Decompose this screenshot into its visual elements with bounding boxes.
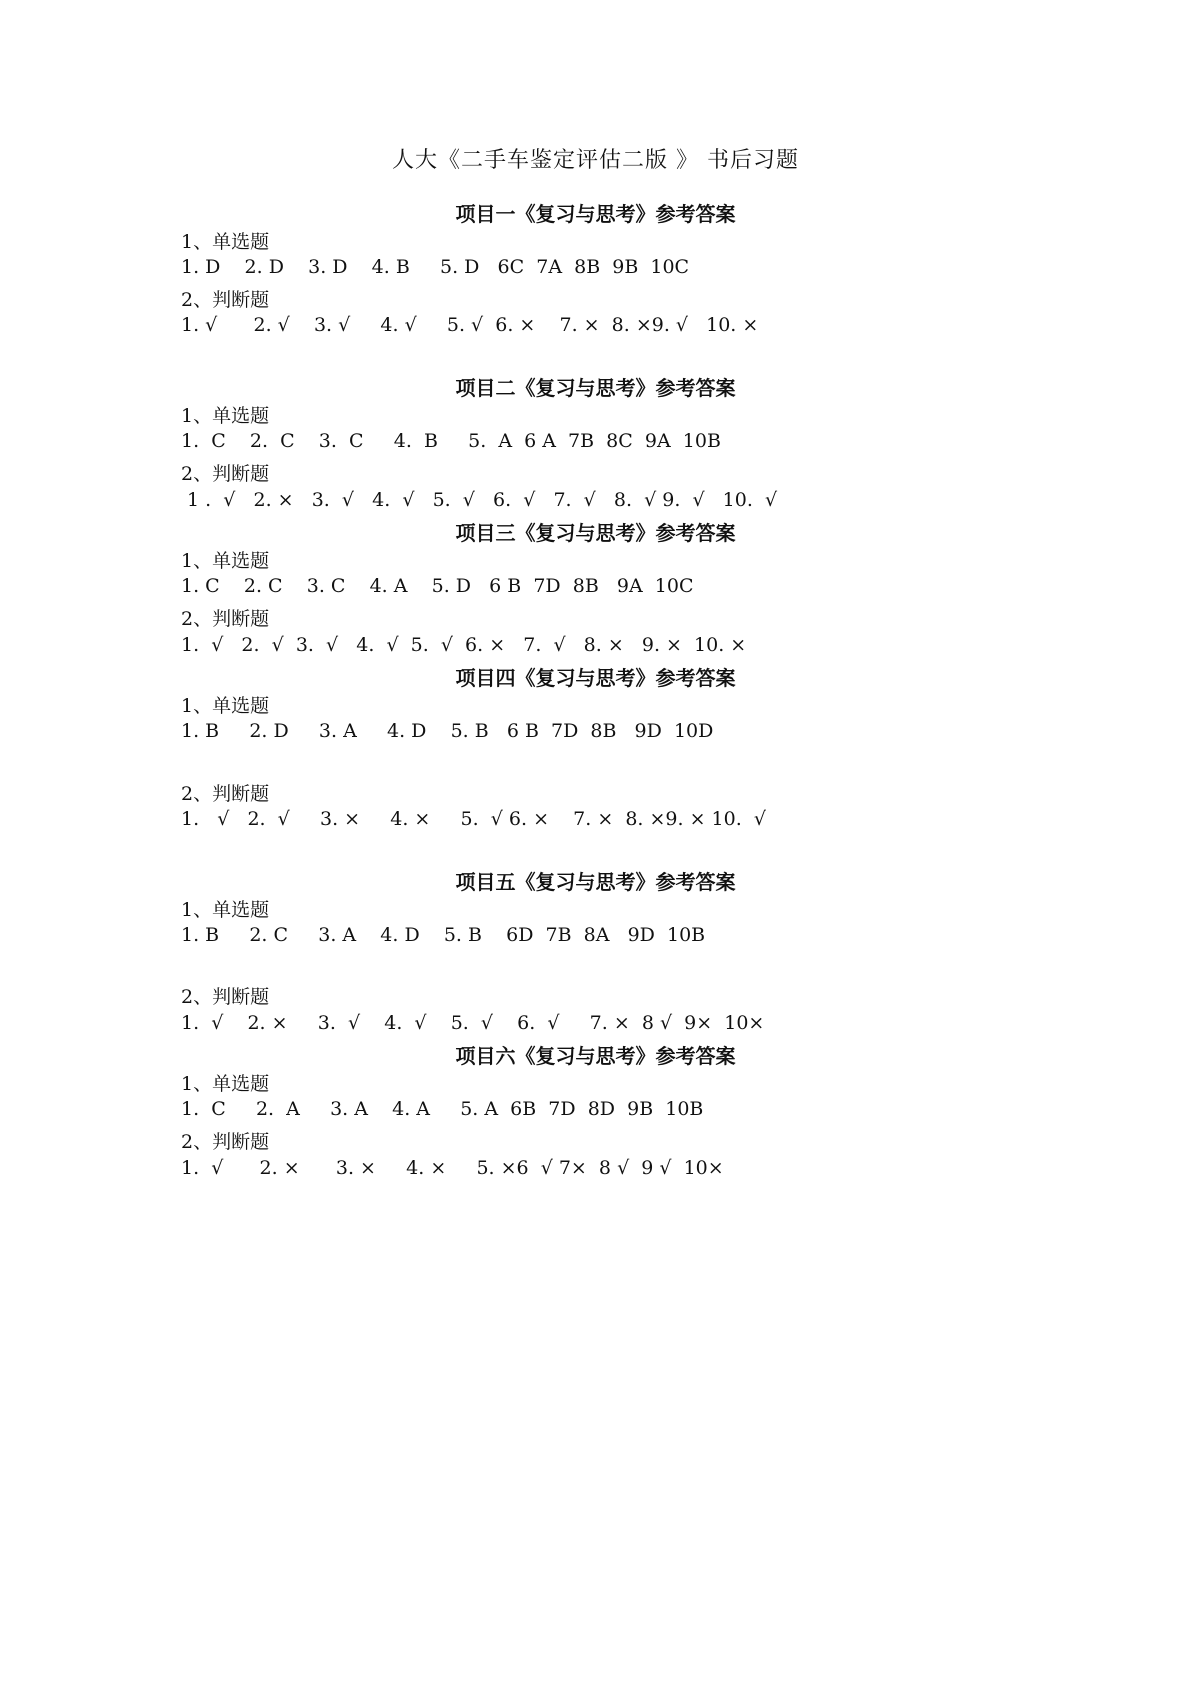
section-heading: 项目三《复习与思考》参考答案 [455,521,736,545]
single-choice-label: 1、单选题 [181,1073,270,1095]
single-choice-label: 1、单选题 [181,899,270,921]
single-choice-label: 1、单选题 [181,550,270,572]
single-choice-answers: 1. C 2. C 3. C 4. B 5. A 6 A 7B 8C 9A 10B [181,430,721,452]
section-heading: 项目二《复习与思考》参考答案 [455,376,736,400]
single-choice-answers: 1. B 2. C 3. A 4. D 5. B 6D 7B 8A 9D 10B [181,924,706,946]
single-choice-label: 1、单选题 [181,695,270,717]
true-false-label: 2、判断题 [181,986,270,1008]
true-false-label: 2、判断题 [181,608,270,630]
true-false-answers: 1. √ 2. × 3. √ 4. √ 5. √ 6. √ 7. × 8 √ 9× 10× [181,1012,765,1034]
true-false-answers: 1. √ 2. √ 3. × 4. × 5. √ 6. × 7. × 8. ×9. × 10. √ [181,808,766,830]
true-false-label: 2、判断题 [181,463,270,485]
single-choice-answers: 1. C 2. C 3. C 4. A 5. D 6 B 7D 8B 9A 10C [181,575,694,597]
section-heading: 项目六《复习与思考》参考答案 [455,1044,736,1068]
single-choice-label: 1、单选题 [181,405,270,427]
true-false-label: 2、判断题 [181,783,270,805]
true-false-label: 2、判断题 [181,289,270,311]
section-heading: 项目五《复习与思考》参考答案 [455,870,736,894]
single-choice-label: 1、单选题 [181,231,270,253]
single-choice-answers: 1. C 2. A 3. A 4. A 5. A 6B 7D 8D 9B 10B [181,1098,704,1120]
single-choice-answers: 1. D 2. D 3. D 4. B 5. D 6C 7A 8B 9B 10C [181,256,690,278]
single-choice-answers: 1. B 2. D 3. A 4. D 5. B 6 B 7D 8B 9D 10D [181,720,714,742]
true-false-label: 2、判断题 [181,1131,270,1153]
true-false-answers: 1. √ 2. √ 3. √ 4. √ 5. √ 6. × 7. √ 8. × 9. × 10. × [181,634,747,656]
section-heading: 项目四《复习与思考》参考答案 [455,666,736,690]
true-false-answers: 1 . √ 2. × 3. √ 4. √ 5. √ 6. √ 7. √ 8. √ 9. √ 10. √ [181,489,778,511]
document-title: 人大《二手车鉴定评估二版 》 书后习题 [392,148,799,173]
section-heading: 项目一《复习与思考》参考答案 [455,202,736,226]
true-false-answers: 1. √ 2. √ 3. √ 4. √ 5. √ 6. × 7. × 8. ×9. √ 10. × [181,314,759,336]
true-false-answers: 1. √ 2. × 3. × 4. × 5. ×6 √ 7× 8 √ 9 √ 10× [181,1157,724,1179]
